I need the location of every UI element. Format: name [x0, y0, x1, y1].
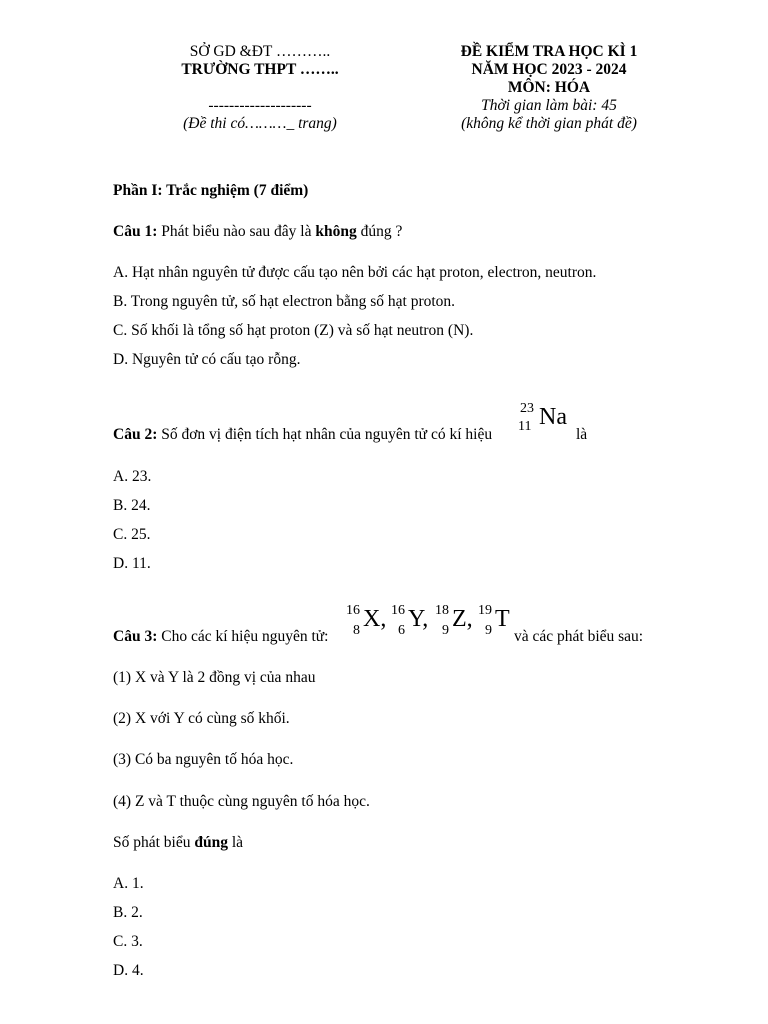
school-year: NĂM HỌC 2023 - 2024 [471, 61, 627, 78]
question-3-count-before: Số phát biểu [113, 834, 195, 851]
question-2-option-c: C. 25. [113, 526, 151, 543]
isotope-y-mass: 16 [391, 603, 405, 618]
question-3-statement-4: (4) Z và T thuộc cùng nguyên tố hóa học. [113, 793, 370, 810]
question-2-stem [113, 425, 492, 445]
question-3-option-c: C. 3. [113, 933, 143, 950]
isotope-t-symbol: T [495, 606, 510, 632]
question-3-count-prompt [113, 833, 243, 853]
isotope-y-symbol: Y, [408, 606, 429, 632]
exam-title: ĐỀ KIỂM TRA HỌC KÌ 1 [460, 43, 638, 60]
subject: MÔN: HÓA [507, 79, 591, 96]
question-1-option-b: B. Trong nguyên tử, số hạt electron bằng số hạt proton. [113, 293, 456, 310]
question-3-text: Cho các kí hiệu nguyên tử: [157, 628, 329, 645]
isotope-x-number: 8 [353, 623, 360, 638]
question-1-text-before: Phát biểu nào sau đây là [157, 223, 316, 240]
header-left [160, 43, 360, 133]
isotope-na-symbol: Na [539, 404, 567, 430]
page-count-note: (Đề thi có………_ trang) [183, 115, 337, 132]
question-3-statement-3: (3) Có ba nguyên tố hóa học. [113, 751, 294, 768]
header-divider: -------------------- [208, 97, 312, 114]
header-right [440, 43, 658, 133]
isotope-t-number: 9 [485, 623, 492, 638]
question-3-label: Câu 3: [113, 628, 158, 645]
school-name: TRƯỜNG THPT …….. [181, 61, 339, 78]
question-1-emphasis: không [315, 223, 357, 240]
question-2-option-a: A. 23. [113, 468, 152, 485]
question-2-label: Câu 2: [113, 426, 158, 443]
question-1-text-after: đúng ? [356, 223, 403, 240]
question-2-option-d: D. 11. [113, 555, 151, 572]
isotope-na-mass: 23 [520, 401, 534, 416]
isotope-x-mass: 16 [346, 603, 360, 618]
question-1-stem [113, 222, 402, 242]
duration-note: (không kể thời gian phát đề) [461, 115, 637, 132]
question-3-option-d: D. 4. [113, 962, 144, 979]
question-2-text: Số đơn vị điện tích hạt nhân của nguyên tử có kí hiệu [157, 426, 493, 443]
question-2-suffix: là [576, 426, 588, 443]
question-3-statement-1: (1) X và Y là 2 đồng vị của nhau [113, 669, 316, 686]
isotope-z-symbol: Z, [452, 606, 473, 632]
question-2-option-b: B. 24. [113, 497, 151, 514]
question-1-option-a: A. Hạt nhân nguyên tử được cấu tạo nên bởi các hạt proton, electron, neutron. [113, 264, 597, 281]
isotope-z-number: 9 [442, 623, 449, 638]
section-title: Phần I: Trắc nghiệm (7 điểm) [113, 182, 309, 199]
question-3-count-emphasis: đúng [194, 834, 228, 851]
question-3-option-b: B. 2. [113, 904, 143, 921]
question-3-count-after: là [228, 834, 244, 851]
duration: Thời gian làm bài: 45 [481, 97, 617, 114]
question-3-stem [113, 627, 328, 647]
department-name: SỞ GD &ĐT ……….. [189, 43, 331, 60]
question-1-label: Câu 1: [113, 223, 158, 240]
isotope-z-mass: 18 [435, 603, 449, 618]
isotope-x-symbol: X, [363, 606, 387, 632]
question-3-statement-2: (2) X với Y có cùng số khối. [113, 710, 290, 727]
question-1-option-c: C. Số khối là tổng số hạt proton (Z) và số hạt neutron (N). [113, 322, 474, 339]
isotope-y-number: 6 [398, 623, 405, 638]
isotope-na-number: 11 [518, 419, 532, 434]
isotope-t-mass: 19 [478, 603, 492, 618]
question-3-option-a: A. 1. [113, 875, 144, 892]
question-3-suffix: và các phát biểu sau: [514, 628, 644, 645]
question-1-option-d: D. Nguyên tử có cấu tạo rỗng. [113, 351, 301, 368]
